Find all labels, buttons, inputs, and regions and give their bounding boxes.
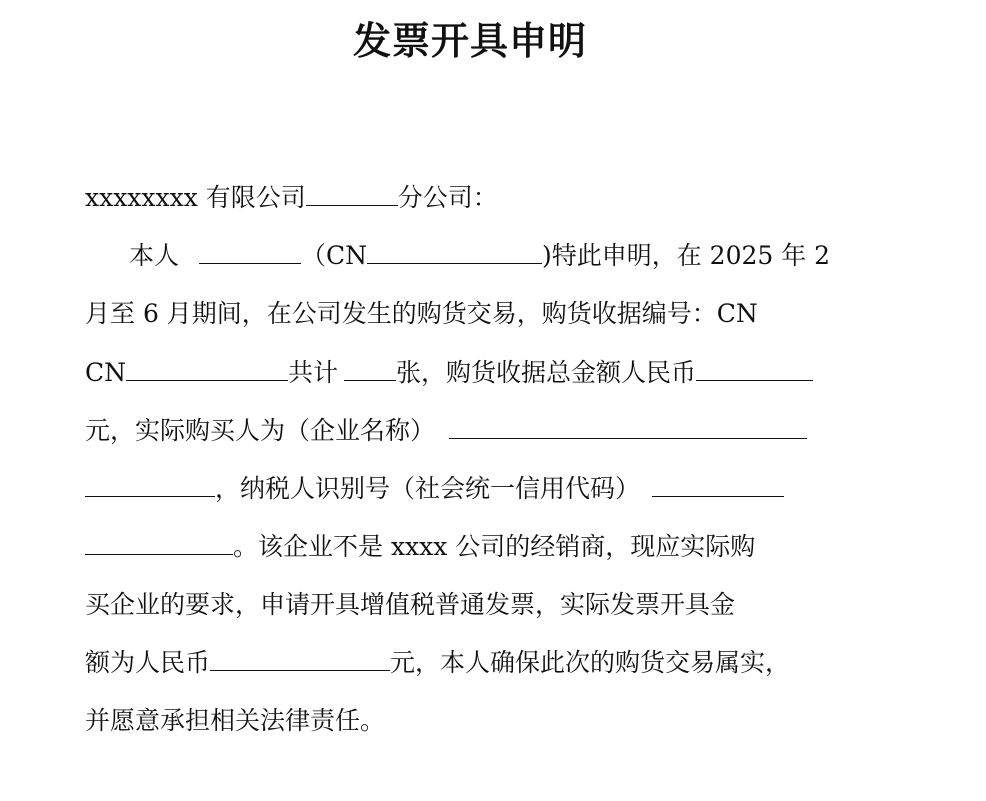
receipt-number-blank [126, 356, 288, 381]
paragraph-line-6 [85, 529, 755, 565]
paragraph-line-1 [129, 238, 830, 274]
paragraph-line-3 [85, 355, 813, 391]
period-text: 月至 6 月期间，在公司发生的购货交易，购货收据编号：CN [85, 299, 758, 328]
invoice-amount-label: 额为人民币 [85, 648, 211, 677]
salutation-line [85, 180, 498, 216]
tax-id-label: ，纳税人识别号（社会统一信用代码） [215, 474, 641, 503]
declarant-label: 本人 [129, 241, 187, 270]
company-name-text: xxxxxxxx 有限公司 [85, 183, 306, 212]
declarant-name-blank [199, 239, 301, 264]
declaration-text: )特此申明，在 2025 年 2 [541, 241, 831, 270]
total-label: 共计 [288, 358, 339, 387]
buyer-name-blank [449, 414, 807, 439]
tax-id-blank [652, 472, 784, 497]
id-number-blank [367, 239, 542, 264]
id-prefix-text: （CN [300, 241, 367, 270]
guarantee-text: 元，本人确保此次的购货交易属实， [390, 648, 791, 677]
paragraph-line-2 [85, 296, 758, 332]
receipt-prefix-text: CN [85, 358, 127, 387]
paragraph-line-4 [85, 413, 807, 449]
total-amount-blank [696, 356, 813, 381]
request-text: 买企业的要求，申请开具增值税普通发票，实际发票开具金 [85, 590, 736, 619]
paragraph-line-9 [85, 703, 385, 739]
paragraph-line-5 [85, 471, 784, 507]
branch-suffix-text: 分公司： [397, 183, 498, 212]
tax-id-continued-blank [85, 530, 233, 555]
receipt-count-blank [344, 356, 396, 381]
buyer-name-continued-blank [85, 472, 215, 497]
document-title: 发票开具申明 [352, 19, 587, 63]
buyer-label: 元，实际购买人为（企业名称） [85, 416, 436, 445]
liability-text: 并愿意承担相关法律责任。 [85, 706, 386, 735]
paragraph-line-8 [85, 645, 790, 681]
total-amount-label: 张，购货收据总金额人民币 [396, 358, 697, 387]
invoice-amount-blank [210, 646, 390, 671]
paragraph-line-7 [85, 587, 735, 623]
not-distributor-text: 。该企业不是 xxxx 公司的经销商，现应实际购 [233, 532, 756, 561]
branch-name-blank [306, 181, 398, 206]
